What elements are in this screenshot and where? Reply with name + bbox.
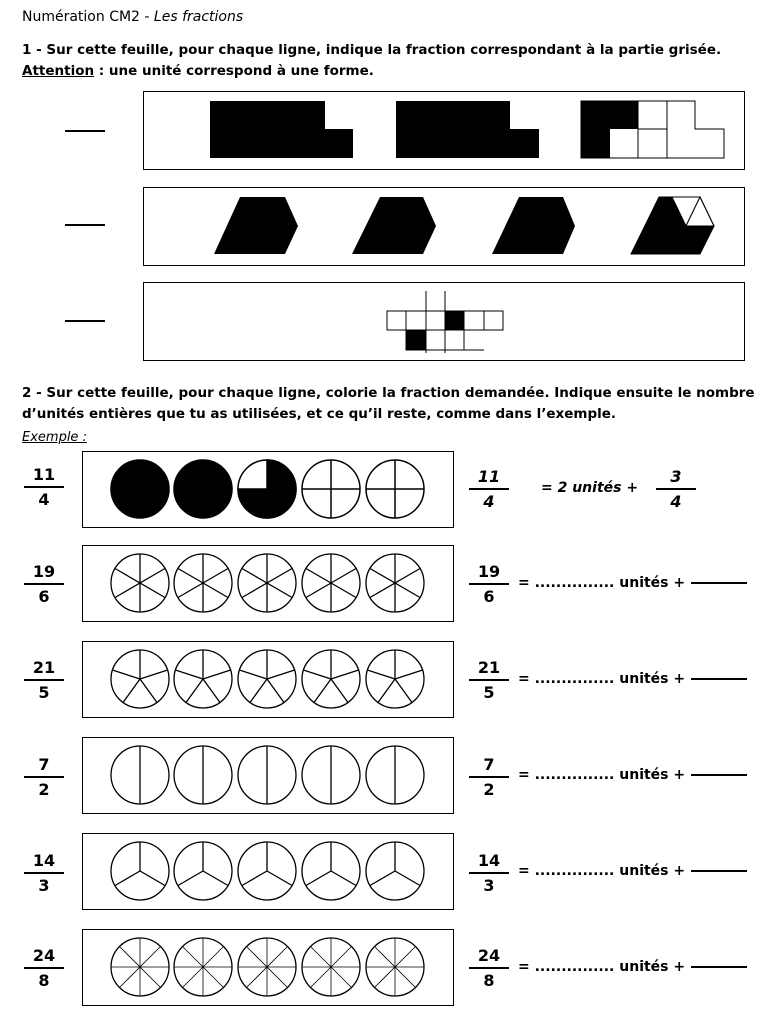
attention-word: Attention: [22, 63, 95, 79]
answer-line-24-8[interactable]: [518, 959, 747, 975]
rest-blank[interactable]: [691, 774, 747, 776]
example-rest-fraction: [656, 467, 696, 511]
answer-blank-3[interactable]: [65, 320, 105, 322]
page-title: [22, 9, 243, 25]
shapes-box-l-shapes: [143, 91, 745, 170]
answer-blank-2[interactable]: [65, 224, 105, 226]
rest-blank[interactable]: [691, 582, 747, 584]
answer-text: = ............... unités +: [518, 767, 686, 783]
fraction-numerator: 19: [24, 562, 64, 585]
exercise2-instruction: 2 - Sur cette feuille, pour chaque ligne, colorie la fraction demandée. Indique ensuite le nombre d’unités entières que tu as utilisées, et ce qu’il reste, comme dans l’exemple.: [22, 385, 755, 422]
example-circles: [83, 452, 453, 527]
answer-line-7-2[interactable]: [518, 767, 747, 783]
shapes-box-grid: [143, 282, 745, 361]
fraction-numerator: 7: [24, 755, 64, 778]
circles-halves: [83, 738, 453, 813]
shapes-box-hexagons: [143, 187, 745, 266]
example-equation: = 2 unités +: [541, 480, 639, 496]
title-italic: Les fractions: [153, 9, 244, 25]
fraction-14-3: [24, 851, 64, 895]
fraction-numerator: 24: [469, 946, 509, 969]
fraction-denominator: 4: [670, 492, 682, 511]
fraction-denominator: 6: [38, 587, 50, 606]
circles-box-eighths: [82, 929, 454, 1006]
title-main: Numération CM2 -: [22, 9, 154, 25]
fraction-numerator: 14: [24, 851, 64, 874]
fraction-numerator: 11: [24, 465, 64, 488]
answer-text: = ............... unités +: [518, 959, 686, 975]
fraction-21-5-repeat: [469, 658, 509, 702]
fraction-denominator: 4: [483, 492, 495, 511]
grid-figure: [144, 283, 744, 360]
fraction-denominator: 8: [38, 971, 50, 990]
rest-blank[interactable]: [691, 678, 747, 680]
circles-fifths: [83, 642, 453, 717]
rest-blank[interactable]: [691, 966, 747, 968]
hexagons-figure: [144, 188, 744, 265]
fraction-numerator: 11: [469, 467, 509, 490]
instruction-text: 1 - Sur cette feuille, pour chaque ligne, indique la fraction correspondant à la partie grisée.: [22, 42, 722, 58]
fraction-24-8-repeat: [469, 946, 509, 990]
fraction-numerator: 14: [469, 851, 509, 874]
rest-blank[interactable]: [691, 870, 747, 872]
fraction-denominator: 8: [483, 971, 495, 990]
fraction-7-2-repeat: [469, 755, 509, 799]
answer-blank-1[interactable]: [65, 130, 105, 132]
fraction-denominator: 6: [483, 587, 495, 606]
fraction-denominator: 2: [38, 780, 50, 799]
fraction-denominator: 2: [483, 780, 495, 799]
fraction-21-5: [24, 658, 64, 702]
answer-text: = ............... unités +: [518, 575, 686, 591]
fraction-14-3-repeat: [469, 851, 509, 895]
circles-box-thirds: [82, 833, 454, 910]
l-shapes-figure: [144, 92, 744, 169]
example-fraction-repeat: [469, 467, 509, 511]
fraction-denominator: 5: [483, 683, 495, 702]
fraction-denominator: 3: [38, 876, 50, 895]
fraction-denominator: 5: [38, 683, 50, 702]
circles-eighths: [83, 930, 453, 1005]
answer-line-19-6[interactable]: [518, 575, 747, 591]
instruction-text-end: : une unité correspond à une forme.: [94, 63, 374, 79]
circles-box-sixths: [82, 545, 454, 622]
answer-line-14-3[interactable]: [518, 863, 747, 879]
example-label: Exemple :: [22, 430, 87, 445]
fraction-numerator: 21: [469, 658, 509, 681]
answer-text: = ............... unités +: [518, 863, 686, 879]
fraction-19-6: [24, 562, 64, 606]
answer-text: = ............... unités +: [518, 671, 686, 687]
exercise1-instruction: [22, 40, 762, 82]
circles-box-halves: [82, 737, 454, 814]
example-circles-box: [82, 451, 454, 528]
fraction-7-2: [24, 755, 64, 799]
fraction-numerator: 21: [24, 658, 64, 681]
fraction-numerator: 7: [469, 755, 509, 778]
fraction-19-6-repeat: [469, 562, 509, 606]
circles-sixths: [83, 546, 453, 621]
fraction-24-8: [24, 946, 64, 990]
example-fraction: [24, 465, 64, 509]
circles-box-fifths: [82, 641, 454, 718]
fraction-denominator: 3: [483, 876, 495, 895]
fraction-numerator: 19: [469, 562, 509, 585]
fraction-numerator: 24: [24, 946, 64, 969]
circles-thirds: [83, 834, 453, 909]
fraction-numerator: 3: [656, 467, 696, 490]
answer-line-21-5[interactable]: [518, 671, 747, 687]
fraction-denominator: 4: [38, 490, 50, 509]
